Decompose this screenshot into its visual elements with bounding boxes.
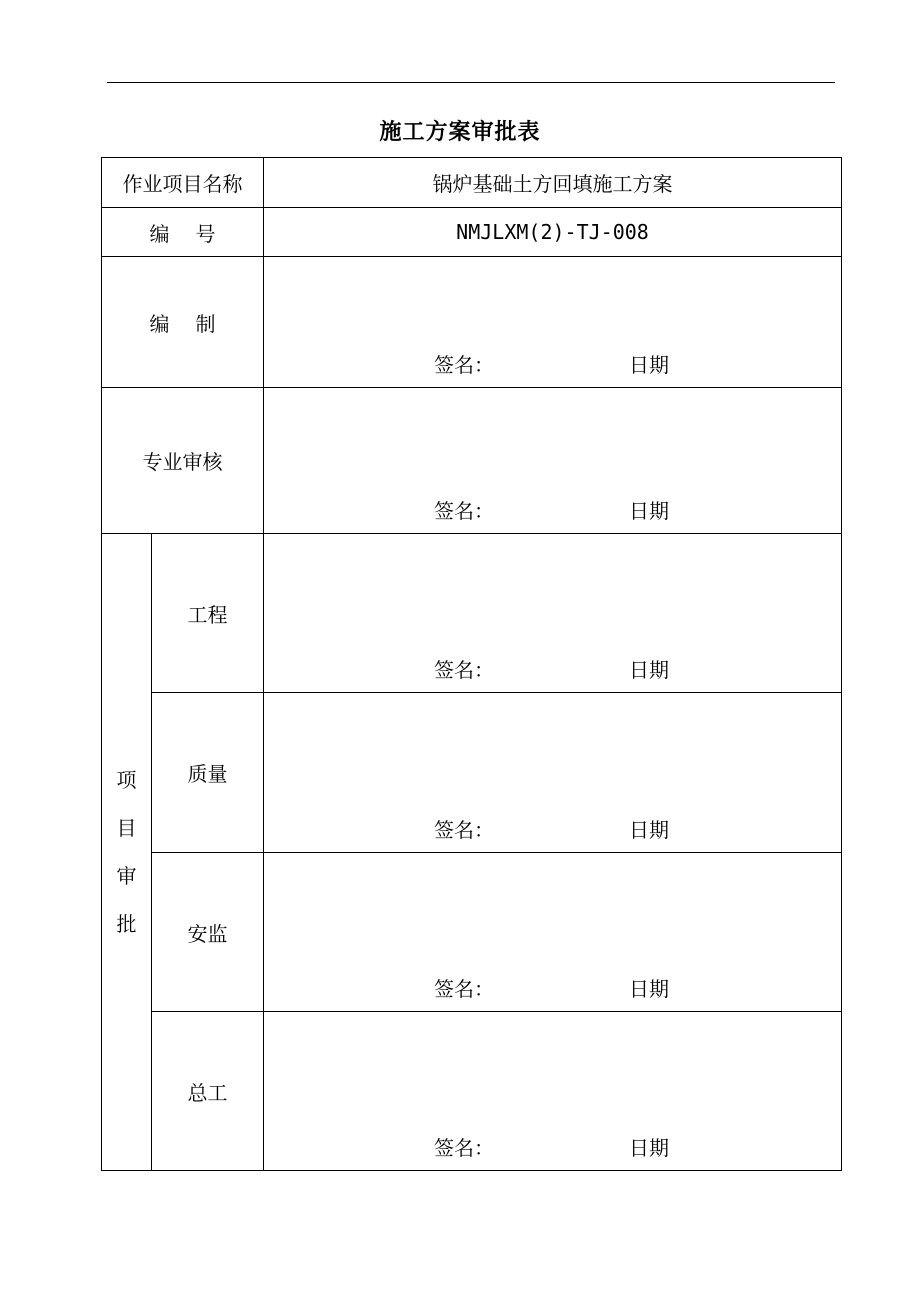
date-label: 日期	[629, 818, 669, 842]
chief-engineer-signature-cell	[264, 1012, 842, 1171]
date-label: 日期	[629, 658, 669, 682]
number-label	[102, 208, 264, 257]
compile-label	[102, 257, 264, 388]
engineering-signature-cell	[264, 534, 842, 693]
signature-label: 签名：	[434, 658, 494, 682]
table-row	[102, 208, 842, 257]
compile-label-char-2: 制	[195, 311, 216, 336]
table-row	[102, 1012, 842, 1171]
number-label-char-2: 号	[195, 221, 216, 246]
chief-engineer-label: 总工	[152, 1012, 264, 1171]
signature-label: 签名：	[434, 1136, 494, 1160]
page-title: 施工方案审批表	[379, 119, 541, 145]
project-approval-char: 项	[116, 768, 137, 792]
date-label: 日期	[629, 977, 669, 1001]
table-row	[102, 388, 842, 534]
project-approval-char: 审	[116, 864, 137, 888]
date-label: 日期	[629, 499, 669, 523]
signature-label: 签名：	[434, 353, 494, 377]
project-name-value: 锅炉基础土方回填施工方案	[264, 158, 842, 208]
review-signature-cell	[264, 388, 842, 534]
project-approval-char: 批	[116, 912, 137, 936]
quality-label: 质量	[152, 693, 264, 853]
compile-label-char-1: 编	[149, 311, 170, 336]
project-approval-label	[102, 534, 152, 1171]
table-row	[102, 158, 842, 208]
engineering-label: 工程	[152, 534, 264, 693]
table-row	[102, 257, 842, 388]
signature-label: 签名：	[434, 977, 494, 1001]
review-label: 专业审核	[102, 388, 264, 534]
number-value: NMJLXM(2)-TJ-008	[264, 208, 842, 257]
table-row	[102, 534, 842, 693]
signature-label: 签名：	[434, 499, 494, 523]
table-row	[102, 853, 842, 1012]
compile-signature-cell	[264, 257, 842, 388]
date-label: 日期	[629, 1136, 669, 1160]
approval-table	[101, 157, 842, 1171]
project-approval-char: 目	[116, 816, 137, 840]
safety-signature-cell	[264, 853, 842, 1012]
project-name-label: 作业项目名称	[102, 158, 264, 208]
header-rule	[107, 82, 835, 83]
date-label: 日期	[629, 353, 669, 377]
signature-label: 签名：	[434, 818, 494, 842]
safety-label: 安监	[152, 853, 264, 1012]
quality-signature-cell	[264, 693, 842, 853]
number-label-char-1: 编	[149, 221, 170, 246]
table-row	[102, 693, 842, 853]
